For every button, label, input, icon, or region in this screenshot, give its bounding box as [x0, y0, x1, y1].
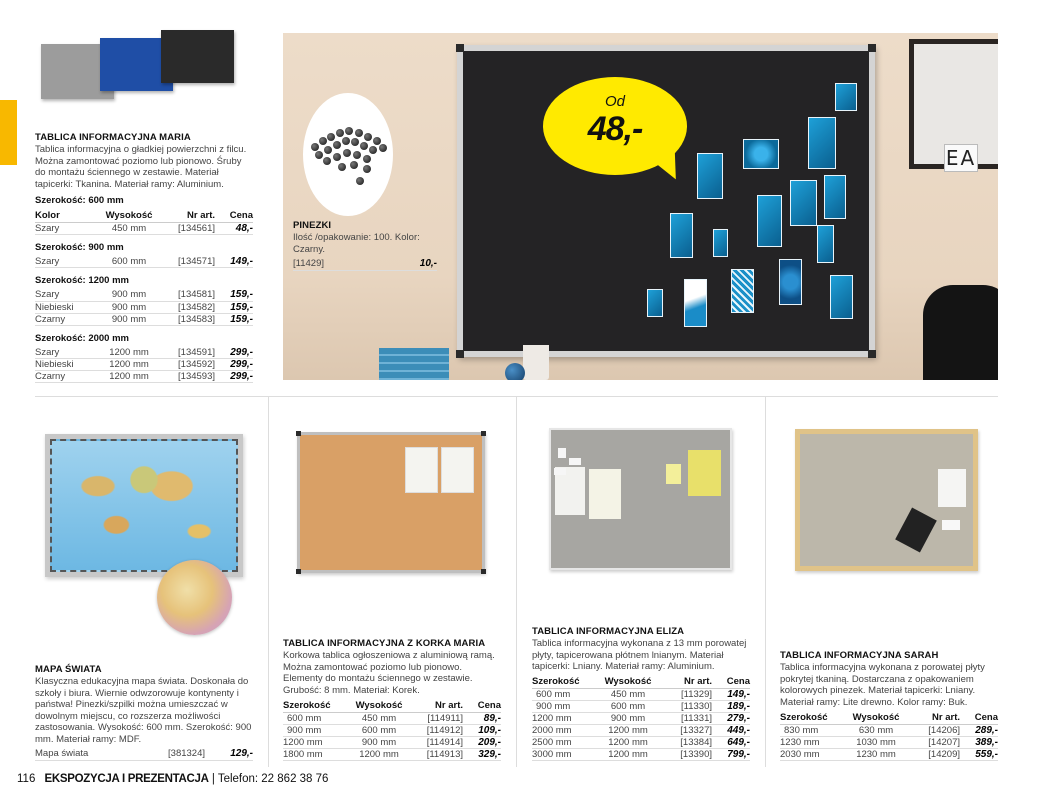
- table-row: Czarny 900 mm [134583] 159,-: [35, 313, 253, 325]
- page-footer: [17, 773, 328, 785]
- product-title: PINEZKI: [293, 220, 332, 231]
- table-row: Czarny 1200 mm [134593] 299,-: [35, 371, 253, 382]
- swatch-black: [161, 30, 234, 83]
- pinned-photo: [757, 195, 782, 247]
- table-header: Kolor Wysokość Nr art. Cena: [35, 209, 253, 221]
- world-map-image: [45, 434, 243, 577]
- product-title: MAPA ŚWIATA: [35, 664, 102, 675]
- table-row: Szary 600 mm [134571] 149,-: [35, 255, 253, 267]
- map-detail-circle: [157, 560, 232, 635]
- books-stack: [379, 348, 449, 380]
- pinned-photo: [731, 269, 754, 313]
- pen-cup: [523, 345, 549, 380]
- grey-board-image: [549, 428, 732, 570]
- product-title: TABLICA INFORMACYJNA SARAH: [780, 650, 939, 661]
- spec-table: [780, 711, 998, 761]
- pinned-photo: [835, 83, 857, 111]
- spec-table: [35, 289, 253, 326]
- paperweight: [505, 363, 525, 380]
- wall-shelf: [909, 39, 998, 169]
- table-header: Szerokość Wysokość Nr art. Cena: [780, 711, 998, 723]
- section-name: EKSPOZYCJA I PREZENTACJA: [44, 773, 209, 785]
- office-chair: [923, 285, 998, 380]
- spec-table: [35, 209, 253, 235]
- pinned-photo: [808, 117, 836, 169]
- table-row: 1230 mm 1030 mm [14207] 389,-: [780, 736, 998, 748]
- pinned-photo: [824, 175, 846, 219]
- table-row: Niebieski 900 mm [134582] 159,-: [35, 301, 253, 313]
- table-header: Szerokość Wysokość Nr art. Cena: [532, 676, 750, 688]
- table-row: 3000 mm 1200 mm [13390] 799,-: [532, 749, 750, 760]
- product-description: Ilość /opakowanie: 100. Kolor: Czarny.: [293, 232, 420, 255]
- pinned-document: [441, 447, 474, 493]
- table-row: 600 mm 450 mm [114911] 89,-: [283, 712, 501, 724]
- pins-image: [303, 93, 393, 216]
- table-row: 2030 mm 1230 mm [14209] 559,-: [780, 748, 998, 760]
- maria-swatches: [38, 38, 248, 103]
- mug: EA: [945, 146, 977, 170]
- table-row: 1800 mm 1200 mm [114913] 329,-: [283, 748, 501, 760]
- product-description: Tablica informacyjna wykonana z porowatej płyty pokrytej tkaniną. Dostarczana z opakowaniem kolorowych pinezek. Materiał tapicerki: Lniany. Materiał ramy: Lite drewno. Kolor ramy: Buk.: [780, 662, 985, 708]
- pinned-photo: [713, 229, 728, 257]
- promo-price: 48,-: [587, 110, 643, 148]
- table-row: 2500 mm 1200 mm [13384] 649,-: [532, 737, 750, 748]
- pinned-photo: [779, 259, 802, 305]
- product-mapa: [35, 664, 255, 761]
- table-row: 830 mm 630 mm [14206] 289,-: [780, 724, 998, 736]
- product-eliza: [532, 626, 752, 761]
- product-title: TABLICA INFORMACYJNA MARIA: [35, 132, 191, 143]
- product-pinezki: [293, 220, 437, 271]
- product-description: Klasyczna edukacyjna mapa świata. Doskonała do szkoły i biura. Wiernie odwzorowuje kontynenty i państwa! Pinezki/szpilki można umieszczać w dowolnym miejscu, co rozszerza możliwości zastosowania. Wysokość: 600 mm. Szerokość: 900 mm. Materiał ramy: MDF.: [35, 676, 252, 745]
- spec-table: [35, 748, 253, 761]
- pinned-photo: [697, 153, 723, 199]
- product-description: Korkowa tablica ogłoszeniowa z aluminiową ramą. Można zamontować poziomo lub pionowo. Elementy do montażu ściennego w zestawie. Grubość: 8 mm. Materiał: Korek.: [283, 650, 495, 696]
- table-row: Szary 900 mm [134581] 159,-: [35, 289, 253, 301]
- promo-prefix: Od: [604, 93, 625, 110]
- group-heading: Szerokość: 900 mm: [35, 241, 124, 253]
- table-row: Mapa świata [381324] 129,-: [35, 748, 253, 760]
- table-row: 1200 mm 900 mm [114914] 209,-: [283, 736, 501, 748]
- product-korka: [283, 638, 503, 761]
- product-title: TABLICA INFORMACYJNA ELIZA: [532, 626, 685, 637]
- spec-table: [35, 256, 253, 269]
- table-row: [11429] 10,-: [293, 258, 437, 270]
- product-title: TABLICA INFORMACYJNA Z KORKA MARIA: [283, 638, 486, 649]
- group-heading: Szerokość: 1200 mm: [35, 275, 129, 286]
- table-row: 2000 mm 1200 mm [13327] 449,-: [532, 725, 750, 736]
- column-divider: [516, 397, 517, 767]
- product-sarah: [780, 650, 1000, 761]
- table-header: Szerokość Wysokość Nr art. Cena: [283, 699, 501, 711]
- pinned-document: [405, 447, 438, 493]
- product-maria: [35, 132, 255, 383]
- table-row: 900 mm 600 mm [114912] 109,-: [283, 724, 501, 736]
- pinned-photo: [743, 139, 779, 169]
- section-tab: [0, 100, 17, 165]
- table-row: 600 mm 450 mm [11329] 149,-: [532, 689, 750, 701]
- pinned-photo: [670, 213, 693, 258]
- table-row: 900 mm 600 mm [11330] 189,-: [532, 701, 750, 713]
- pinned-photo: [817, 225, 834, 263]
- group-heading: Szerokość: 600 mm: [35, 195, 124, 206]
- phone-number: Telefon: 22 862 38 76: [217, 773, 329, 785]
- pinned-photo: [647, 289, 663, 317]
- table-row: 1200 mm 900 mm [11331] 279,-: [532, 713, 750, 724]
- cork-board-image: [297, 432, 485, 573]
- pinned-photo: [830, 275, 853, 319]
- product-description: Tablica informacyjna o gładkiej powierzchni z filcu. Można zamontować poziomo lub pionowo. Śruby do montażu ściennego w zestawie. Materiał tapicerki: Tkanina. Materiał ramy: Aluminium.: [35, 144, 247, 190]
- column-divider: [268, 397, 269, 767]
- group-heading: Szerokość: 2000 mm: [35, 332, 129, 344]
- spec-table: [532, 676, 750, 762]
- wood-frame-board-image: [795, 429, 978, 571]
- table-row: Szary 1200 mm [134591] 299,-: [35, 346, 253, 358]
- spec-table: [35, 347, 253, 384]
- spec-table: [293, 258, 437, 271]
- table-row: Szary 450 mm [134561] 48,-: [35, 222, 253, 234]
- product-description: Tablica informacyjna wykonana z 13 mm porowatej płyty, tapicerowana płótnem lnianym. Materiał tapicerki: Lniany. Materiał ramy: Aluminium.: [532, 638, 747, 672]
- pinned-photo: [790, 180, 817, 226]
- pinned-photo: [684, 279, 707, 327]
- spec-table: [283, 699, 501, 761]
- page-number: 116: [17, 773, 36, 785]
- footer-separator: |: [211, 773, 215, 785]
- table-row: Niebieski 1200 mm [134592] 299,-: [35, 359, 253, 370]
- column-divider: [765, 397, 766, 767]
